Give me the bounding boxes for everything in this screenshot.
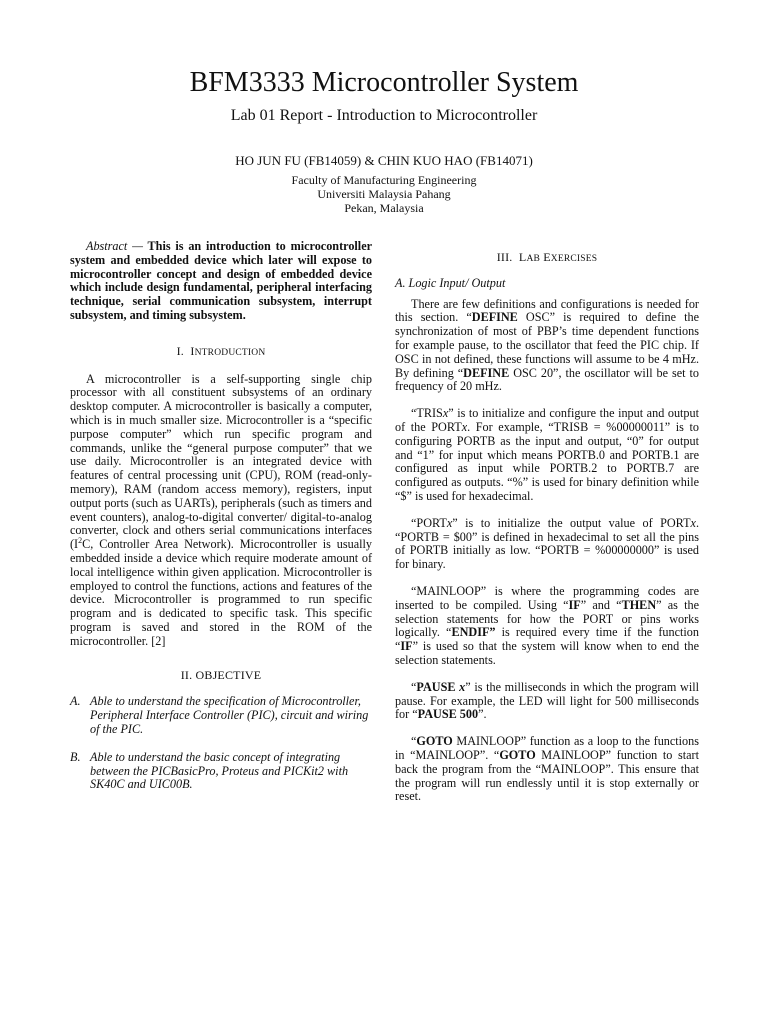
list-item: B. Able to understand the basic concept of integrating between the PICBasicPro, Proteus and PICKit2 with SK40C and UIC00B. [70, 749, 349, 792]
authors: HO JUN FU (FB14059) & CHIN KUO HAO (FB14071) [235, 153, 533, 168]
lab-paragraph: There are few definitions and configurations is needed for this section. “DEFINE OSC” is required to define the synchronization of most of PBP’s time dependent functions for example pause, to the oscillator that feed the PIC chip. If OSC in not defined, these functions will assume to be 4 mHz. By defining “DEFINE OSC 20”, the oscillator will be set to frequency of 20 mHz. [395, 296, 700, 394]
section-heading-objective: II. OBJECTIVE [180, 667, 262, 682]
section-heading-lab-exercises: III. LAB EXERCISES [496, 250, 598, 264]
right-column [395, 238, 699, 804]
subsection-heading-logic-io: A. Logic Input/ Output [395, 275, 506, 290]
section-heading-introduction: I. INTRODUCTION [176, 343, 266, 358]
paper-title: BFM3333 Microcontroller System [189, 67, 579, 98]
affiliation-line: Faculty of Manufacturing Engineering [291, 173, 477, 187]
affiliation-line: Pekan, Malaysia [344, 201, 424, 215]
affiliation-line: Universiti Malaysia Pahang [317, 187, 451, 201]
lab-paragraph: “PAUSE x” is the milliseconds in which the program will pause. For example, the LED will light for 500 milliseconds for “PAUSE 500”. [395, 679, 699, 722]
list-item: A. Able to understand the specification of Microcontroller, Peripheral Interface Controller (PIC), circuit and wiring of the PIC. [70, 694, 369, 736]
abstract-text: This is an introduction to microcontroller system and embedded device which later will expose to microcontroller concept and design of embedded device which include design fundamental, peripheral interfacing technique, serial communication subsystem, interrupt subsystem, and timing subsystem. [70, 239, 373, 322]
abstract-label: Abstract — [86, 239, 143, 253]
lab-paragraph: “GOTO MAINLOOP” function as a loop to the functions in “MAINLOOP”. “GOTO MAINLOOP” function to start back the program from the “MAINLOOP”. This ensure that the program will run endlessly until it is stop externally or reset. [395, 734, 699, 804]
left-column [70, 240, 372, 806]
lab-paragraph: “PORTx” is to initialize the output value of PORTx. “PORTB = $00” is defined in hexadecimal to set all the pins of PORTB initially as low. “PORTB = %00000000” is used for binary. [395, 515, 699, 572]
affiliation [0, 173, 768, 215]
paper-subtitle: Lab 01 Report - Introduction to Microcontroller [230, 107, 538, 124]
abstract [70, 240, 372, 323]
objective-list [70, 695, 372, 792]
introduction-paragraph: A microcontroller is a self-supporting single chip processor with all constituent subsystems of an ordinary desktop computer. A microcontroller is basically a computer, which is in much smaller size. Microcontroller is a “specific purpose computer” which run specific program and commands, unlike the “general purpose computer” that we use daily. Microcontroller is an integrated device with features of central processing unit (CPU), ROM (read-only-memory), RAM (random access memory), registers, input output ports (such as UARTs), peripherals (such as timers and event counters), analog-to-digital converter/ digital-to-analog converter, clock and others serial communications interfaces ($I^2C$, Controller Area Network). Microcontroller is usually embedded inside a device which require moderate amount of local intelligence within given application. Microcontroller is employed to control the functions, actions and features of the device. Microcontroller is programmed to run specific program and is dedicated to specific task. This specific program is saved and stored in the ROM of the microcontroller. [2] [70, 371, 372, 648]
lab-paragraph: “MAINLOOP” is where the programming codes are inserted to be compiled. Using “IF” and “THEN” as the selection statements for how the PORT or pins works logically. “ENDIF” is required every time if the function “IF” is used so that the system will know when to end the selection statements. [395, 583, 699, 667]
lab-paragraph: “TRISx” is to initialize and configure the input and output of the PORTx. For example, “TRISB = %00000011” is to configuring PORTB as the input and output, “0” for output and “1” for input which means PORTB.0 and PORTB.1 are configured as input while PORTB.2 to PORTB.7 are configured as outputs. “%” is used for binary definition while “$” is used for hexadecimal. [395, 406, 699, 503]
